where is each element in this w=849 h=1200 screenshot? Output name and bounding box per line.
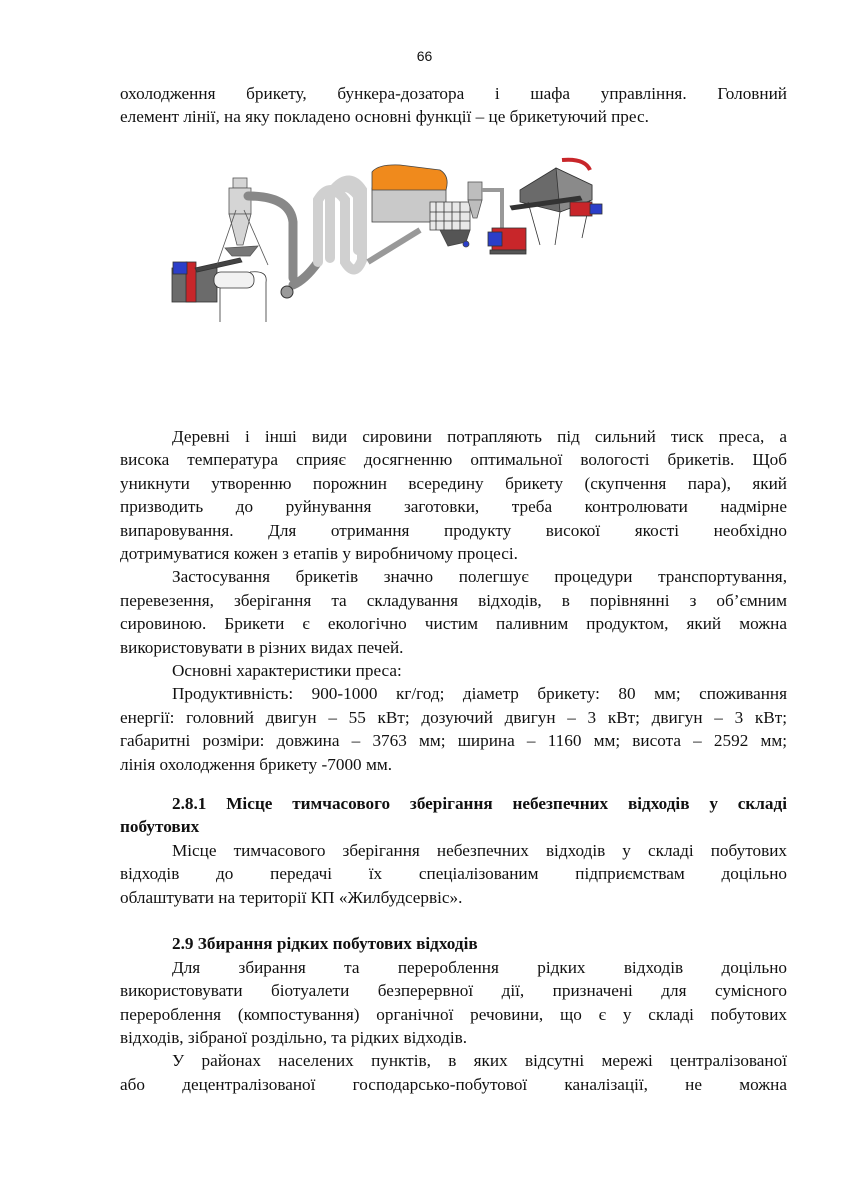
text-line: відходів до передачі їх спеціалізованим підприємствам доцільно [120,864,787,884]
text-line: енергії: головний двигун – 55 кВт; дозуючий двигун – 3 кВт; двигун – 3 кВт; [120,707,787,727]
section-heading-2-9: 2.9 Збирання рідких побутових відходів [172,934,478,954]
fan-icon [281,286,293,298]
briquetting-line-figure [155,145,615,335]
text-line: елемент лінії, на яку покладено основні функції – це брикетуючий прес. [120,107,649,127]
paragraph [120,659,787,682]
text-line: використовувати біотуалети безперервної дії, призначені для сумісного [120,981,787,1001]
page-number: 66 [416,48,433,64]
text-line: перероблення (компостування) органічної речовини, що є у складі побутових [120,1004,787,1024]
paragraph [120,839,787,909]
heading-line: 2.8.1 Місце тимчасового зберігання небезпечних відходів у складі [172,794,787,813]
section-heading-2-8-1 [120,792,787,839]
text-line: Застосування брикетів значно полегшує процедури транспортування, [172,567,787,587]
text-line: відходів, зібраної роздільно, та рідких відходів. [120,1028,468,1048]
grinder [488,228,526,254]
text-line: уникнути утворенню порожнин всередину брикету (скупчення пара), який [120,473,787,493]
heading-line: побутових [120,817,200,837]
drying-coils [318,180,362,269]
paragraph [120,565,787,659]
text-line: лінія охолодження брикету -7000 мм. [120,754,393,774]
sections [120,792,787,1096]
body-text [120,425,787,776]
text-line: облаштувати на території КП «Жилбудсервіс». [120,887,463,907]
text-line: Для збирання та перероблення рідких відходів доцільно [172,957,787,977]
text-line: Продуктивність: 900-1000 кг/год; діаметр брикету: 80 мм; споживання [172,684,787,704]
paragraph [120,956,787,1050]
paragraph [120,682,787,776]
intro-paragraph [120,82,787,129]
text-line: сировиною. Брикети є екологічно чистим паливним продуктом, який можна [120,614,787,634]
text-line: дотримуватися кожен з етапів у виробничому процесі. [120,544,518,564]
briquette-press [172,258,266,322]
text-line: Місце тимчасового зберігання небезпечних відходів у складі побутових [172,840,787,860]
text-line: Деревні і інші види сировини потрапляють під сильний тиск преса, а [172,427,787,446]
text-line: перевезення, зберігання та складування відходів, в порівнянні з об’ємним [120,590,787,610]
drum-dryer [368,165,470,262]
second-cyclone [468,182,502,230]
text-line: випаровування. Для отримання продукту високої якості необхідно [120,520,787,540]
text-line: або децентралізованої господарсько-побутової каналізації, не можна [120,1074,787,1094]
paragraph [120,425,787,565]
text-line: охолодження брикету, бункера-дозатора і шафа управління. Головний [120,84,787,103]
text-line: висока температура сприяє досягненню оптимальної вологості брикетів. Щоб [120,450,787,470]
text-line: призводить до руйнування заготовки, треба контролювати надмірне [120,497,787,517]
text-line: У районах населених пунктів, в яких відсутні мережі централізованої [172,1051,787,1071]
text-line: Основні характеристики преса: [172,661,402,681]
cyclone [217,178,268,265]
paragraph [120,1049,787,1096]
text-line: габаритні розміри: довжина – 3763 мм; ширина – 1160 мм; висота – 2592 мм; [120,731,787,751]
text-line: використовувати в різних видах печей. [120,637,404,657]
